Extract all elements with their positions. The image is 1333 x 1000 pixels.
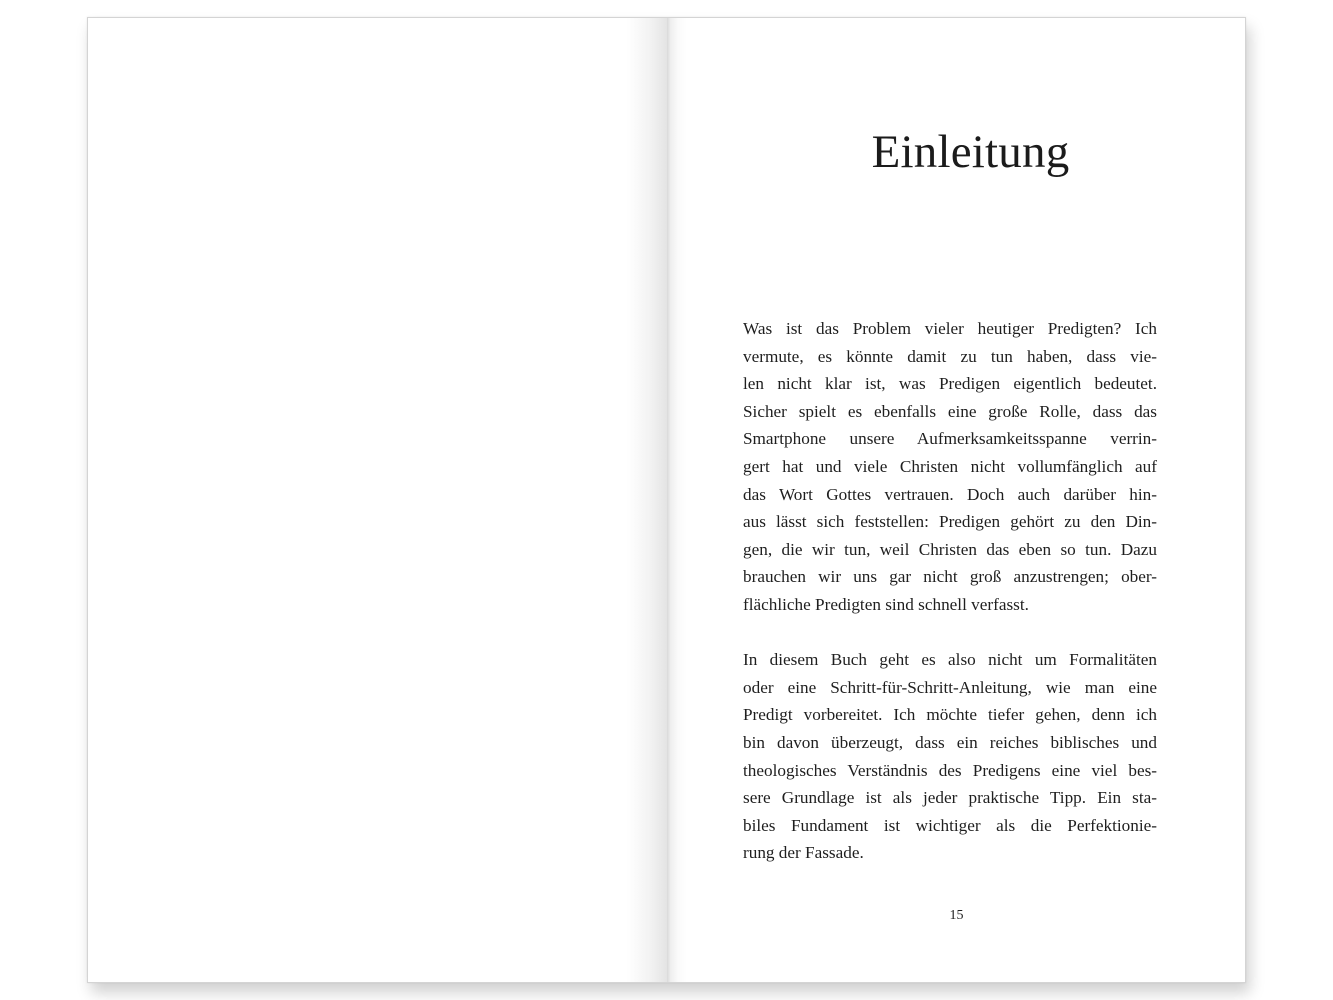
book-spread xyxy=(87,17,1246,983)
text-line: flächliche Predigten sind schnell verfasst. xyxy=(743,594,1029,614)
text-line: vermute, es könnte damit zu tun haben, dass vie- xyxy=(743,346,1157,366)
text-line: aus lässt sich feststellen: Predigen gehört zu den Din- xyxy=(743,512,1157,532)
body-text xyxy=(743,315,1157,867)
text-line: Predigt vorbereitet. Ich möchte tiefer gehen, denn ich xyxy=(743,705,1157,725)
text-line: len nicht klar ist, was Predigen eigentlich bedeutet. xyxy=(743,374,1157,394)
text-line: Sicher spielt es ebenfalls eine große Rolle, dass das xyxy=(743,401,1157,421)
right-page xyxy=(667,17,1246,983)
text-line: biles Fundament ist wichtiger als die Perfektionie- xyxy=(743,815,1157,835)
text-line: brauchen wir uns gar nicht groß anzustrengen; ober- xyxy=(743,567,1157,587)
text-line: rung der Fassade. xyxy=(743,843,864,863)
chapter-title: Einleitung xyxy=(871,126,1070,178)
text-line: Was ist das Problem vieler heutiger Predigten? Ich xyxy=(743,319,1157,338)
text-line: bin davon überzeugt, dass ein reiches biblisches und xyxy=(743,732,1157,752)
page-number: 15 xyxy=(949,908,964,923)
text-line: sere Grundlage ist als jeder praktische Tipp. Ein sta- xyxy=(743,788,1157,808)
text-line: theologisches Verständnis des Predigens eine viel bes- xyxy=(743,760,1157,780)
text-line: Smartphone unsere Aufmerksamkeitsspanne verrin- xyxy=(743,429,1157,449)
paragraph xyxy=(743,315,1157,619)
text-line: oder eine Schritt-für-Schritt-Anleitung, wie man eine xyxy=(743,677,1157,697)
text-line: In diesem Buch geht es also nicht um Formalitäten xyxy=(743,650,1157,670)
text-line: das Wort Gottes vertrauen. Doch auch darüber hin- xyxy=(743,484,1157,504)
text-line: gen, die wir tun, weil Christen das eben so tun. Dazu xyxy=(743,539,1157,559)
text-line: gert hat und viele Christen nicht vollumfänglich auf xyxy=(743,456,1157,476)
paragraph xyxy=(743,646,1157,867)
left-page xyxy=(87,17,667,983)
